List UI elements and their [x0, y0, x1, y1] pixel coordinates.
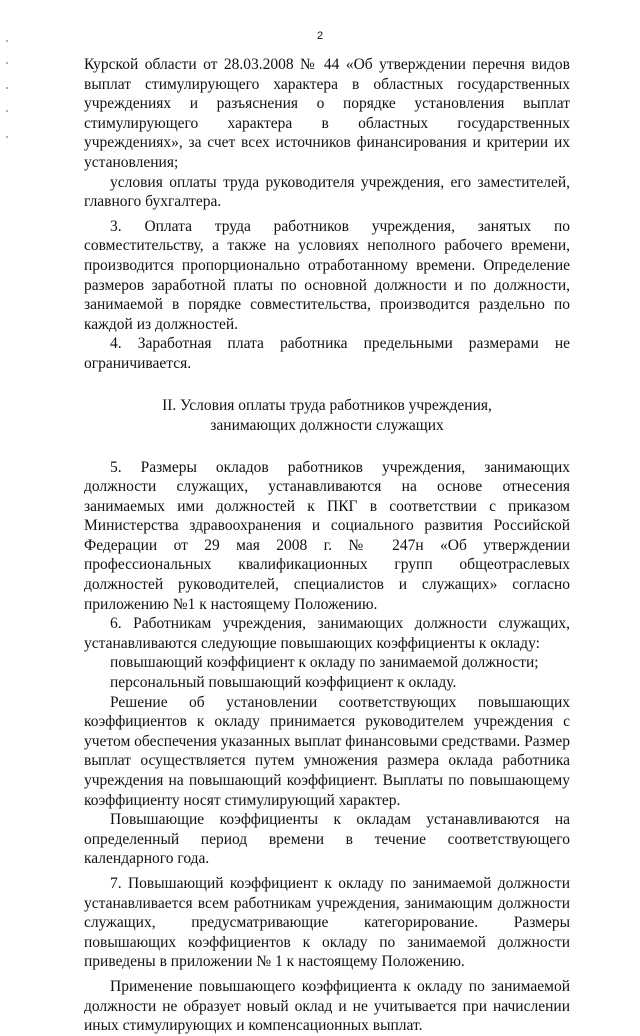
paragraph-item-6: 6. Работникам учреждения, занимающих должности служащих, устанавливаются следующие повышающих коэффициенты к окладу:	[84, 615, 570, 652]
paragraph-coefficient-personal: персональный повышающий коэффициент к окладу.	[110, 674, 457, 692]
paragraph-management-pay-conditions: условия оплаты труда руководителя учреждения, его заместителей, главного бухгалтера.	[84, 173, 570, 211]
section-heading-line-1: II. Условия оплаты труда работников учреждения,	[162, 396, 492, 414]
paragraph-coefficient-application: Применение повышающего коэффициента к окладу по занимаемой должности не образует новый оклад и не учитывается при начислении иных стимулирующих и компенсационных выплат.	[84, 977, 570, 1035]
section-heading-line-2: занимающих должности служащих	[210, 416, 444, 434]
paragraph-coefficient-period: Повышающие коэффициенты к окладам устанавливаются на определенный период времени в течение соответствующего календарного года.	[84, 811, 570, 868]
paragraph-item-5: 5. Размеры окладов работников учреждения, занимающих должности служащих, устанавливаются на основе отнесения занимаемых ими должностей к ПКГ в соответствии с приказом Министерства здравоохранения и социального развития Российской Федерации от 29 мая 2008 г. № 247н «Об утверждении профессиональных квалификационных групп общеотраслевых должностей руководителей, специалистов и служащих» согласно приложению №1 к настоящему Положению.	[84, 458, 570, 613]
paragraph-item-3: 3. Оплата труда работников учреждения, занятых по совместительству, а также на условиях неполного рабочего времени, производится пропорционально отработанному времени. Определение размеров заработной платы по основной должности и по должности, занимаемой в порядке совместительства, производится раздельно по каждой из должностей.	[84, 217, 570, 333]
document-body	[84, 55, 570, 1036]
scan-edge-marks	[6, 40, 14, 160]
section-heading	[84, 396, 570, 436]
paragraph-regulation-reference: Курской области от 28.03.2008 № 44 «Об утверждении перечня видов выплат стимулирующего характера в областных государственных учреждениях и разъяснения о порядке установления выплат стимулирующего характера в областных государственных учреждениях», за счет всех источников финансирования и критерии их установления;	[84, 56, 570, 171]
paragraph-item-4: 4. Заработная плата работника предельными размерами не ограничивается.	[84, 335, 570, 372]
paragraph-coefficient-position: повышающий коэффициент к окладу по занимаемой должности;	[110, 654, 539, 672]
page-number: 2	[316, 30, 324, 42]
paragraph-coefficient-decision: Решение об установлении соответствующих повышающих коэффициентов к окладу принимается руководителем учреждения с учетом обеспечения указанных выплат финансовыми средствами. Размер выплат осуществляется путем умножения размера оклада работника учреждения на повышающий коэффициент. Выплаты по повышающему коэффициенту носят стимулирующий характер.	[84, 693, 570, 809]
paragraph-item-7: 7. Повышающий коэффициент к окладу по занимаемой должности устанавливается всем работникам учреждения, занимающим должности служащих, предусматривающие категорирование. Размеры повышающих коэффициентов к окладу по занимаемой должности приведены в приложении № 1 к настоящему Положению.	[84, 874, 570, 971]
